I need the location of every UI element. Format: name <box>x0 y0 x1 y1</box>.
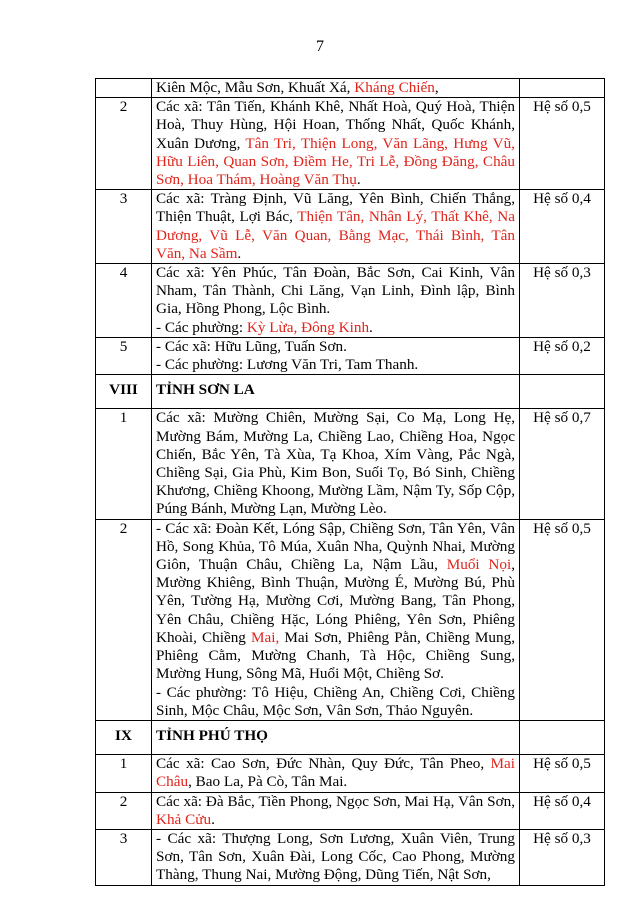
text-segment: , Mường Khiêng, Bình Thuận, Mường É, Mường Bú, Phù Yên, Tường Hạ, Mường Cơi, Mường Bang, Tân Phong, Yên Châu, Chiềng Hặc, Lóng Phiêng, Yên Sơn, Phiêng Khoài, Chiềng <box>156 556 515 646</box>
locality-list-cell <box>152 755 520 792</box>
text-segment: Kiên Mộc, Mẫu Sơn, Khuất Xá, <box>156 79 355 96</box>
province-title-cell: TỈNH SƠN LA <box>152 375 520 409</box>
highlighted-place-name: Kháng Chiến <box>354 79 435 96</box>
coefficient-cell: Hệ số 0,3 <box>520 829 605 885</box>
text-segment: Các xã: Mường Chiên, Mường Sại, Co Mạ, Long Hẹ, Mường Bám, Mường La, Chiềng Lao, Chiềng Hoa, Ngọc Chiến, Bắc Yên, Tà Xùa, Tạ Khoa, Xím Vàng, Pắc Ngà, Chiềng Sại, Gia Phù, Kim Bon, Suối Tọ, Bó Sinh, Chiềng Khương, Chiềng Khoong, Mường Lầm, Nậm Ty, Sốp Cộp, Púng Bánh, Mường Lạn, Mường Lèo. <box>156 409 515 518</box>
text-segment: . <box>237 244 242 262</box>
table-row <box>96 264 605 338</box>
table-row <box>96 755 605 792</box>
coefficient-cell: Hệ số 0,3 <box>520 264 605 338</box>
coefficient-cell <box>520 720 605 754</box>
text-segment: . <box>356 171 361 189</box>
table-row <box>96 79 605 98</box>
text-segment: Mai Sơn, Phiêng Pằn, Chiềng Mung, Phiêng Cằm, Mường Chanh, Tà Hộc, Chiềng Sung, Mường Hung, Sông Mã, Huổi Một, Chiềng Sơ. <box>156 628 515 683</box>
text-segment: Các xã: Đà Bắc, Tiền Phong, Ngọc Sơn, Mai Hạ, Vân Sơn, <box>156 792 515 810</box>
locality-list-line <box>156 356 515 374</box>
locality-list-cell <box>152 264 520 338</box>
highlighted-place-name: Khả Cửu <box>156 810 212 828</box>
table-row <box>96 190 605 264</box>
row-number-cell: 3 <box>96 829 152 885</box>
text-segment: - Các xã: Đoàn Kết, Lóng Sập, Chiềng Sơn, Tân Yên, Vân Hồ, Song Khủa, Tô Múa, Xuân Nha, Quỳnh Nhai, Mường Giôn, Thuận Châu, Chiềng La, Nậm Lầu, <box>156 519 515 574</box>
locality-list-cell <box>152 829 520 885</box>
row-number-cell: VIII <box>96 375 152 409</box>
table-row <box>96 409 605 519</box>
row-number-cell: IX <box>96 720 152 754</box>
text-segment: - Các phường: Lương Văn Tri, Tam Thanh. <box>156 356 419 374</box>
commune-coefficient-table <box>95 78 605 886</box>
coefficient-cell: Hệ số 0,2 <box>520 337 605 374</box>
row-number-cell: 2 <box>96 792 152 829</box>
row-number-cell: 1 <box>96 409 152 519</box>
text-segment: . <box>369 318 373 336</box>
text-segment: Các xã: Yên Phúc, Tân Đoàn, Bắc Sơn, Cai Kinh, Vân Nham, Tân Thành, Chi Lăng, Vạn Linh, Đình lập, Bình Gia, Hồng Phong, Lộc Bình. <box>156 264 515 318</box>
row-number-cell: 5 <box>96 337 152 374</box>
highlighted-place-name: Kỳ Lừa, Đông Kinh <box>246 318 370 336</box>
locality-list-line <box>156 684 515 720</box>
coefficient-cell: Hệ số 0,5 <box>520 98 605 190</box>
table-row <box>96 792 605 829</box>
locality-list-line <box>156 520 515 684</box>
locality-list-cell <box>152 79 520 98</box>
locality-list-line <box>156 338 515 356</box>
province-section-row <box>96 720 605 754</box>
row-number-cell: 2 <box>96 519 152 720</box>
province-title-cell: TỈNH PHÚ THỌ <box>152 720 520 754</box>
text-segment: - Các xã: Thượng Long, Sơn Lương, Xuân Viên, Trung Sơn, Tân Sơn, Xuân Đài, Long Cốc, Cao Phong, Mường Thàng, Thung Nai, Mường Động, Dũng Tiến, Nật Sơn, <box>156 829 515 884</box>
coefficient-cell: Hệ số 0,5 <box>520 755 605 792</box>
table-row <box>96 519 605 720</box>
locality-list-cell <box>152 519 520 720</box>
locality-list-line <box>156 264 515 319</box>
highlighted-place-name: Muổi Nọi <box>446 556 512 574</box>
province-section-row <box>96 375 605 409</box>
coefficient-cell: Hệ số 0,4 <box>520 190 605 264</box>
locality-list-cell <box>152 98 520 190</box>
row-number-cell <box>96 79 152 98</box>
locality-list-cell <box>152 337 520 374</box>
coefficient-cell <box>520 79 605 98</box>
text-segment: Các xã: Tràng Định, Vũ Lăng, Yên Bình, Chiến Thắng, Thiện Thuật, Lợi Bác, <box>156 190 515 226</box>
row-number-cell: 3 <box>96 190 152 264</box>
highlighted-place-name: Tân Tri, Thiện Long, Văn Lãng, Hưng Vũ, Hữu Liên, Quan Sơn, Điềm He, Tri Lễ, Đồng Đăng, Châu Sơn, Hoa Thám, Hoàng Văn Thụ <box>156 134 515 189</box>
highlighted-place-name: Mai, <box>251 628 280 646</box>
row-number-cell: 1 <box>96 755 152 792</box>
text-segment: - Các xã: Hữu Lũng, Tuấn Sơn. <box>156 337 347 355</box>
locality-list-line <box>156 319 515 337</box>
text-segment: - Các phường: <box>156 318 247 336</box>
text-segment: , Bao La, Pà Cò, Tân Mai. <box>188 773 348 791</box>
coefficient-cell: Hệ số 0,5 <box>520 519 605 720</box>
row-number-cell: 2 <box>96 98 152 190</box>
table-row <box>96 98 605 190</box>
highlighted-place-name: Thiện Tân, Nhân Lý, Thất Khê, Na Dương, Vũ Lễ, Văn Quan, Bằng Mạc, Thái Bình, Tân Văn, Na Sầm <box>156 208 515 262</box>
locality-list-cell <box>152 409 520 519</box>
highlighted-place-name: Mai Châu <box>156 755 515 791</box>
row-number-cell: 4 <box>96 264 152 338</box>
text-segment: , <box>434 79 439 96</box>
coefficient-cell: Hệ số 0,4 <box>520 792 605 829</box>
coefficient-cell <box>520 375 605 409</box>
coefficient-cell: Hệ số 0,7 <box>520 409 605 519</box>
locality-list-cell <box>152 792 520 829</box>
text-segment: - Các phường: Tô Hiệu, Chiềng An, Chiềng Cơi, Chiềng Sinh, Mộc Châu, Mộc Sơn, Vân Sơn, Thảo Nguyên. <box>156 683 515 719</box>
text-segment: Các xã: Tân Tiến, Khánh Khê, Nhất Hoà, Quý Hoà, Thiện Hoà, Thuy Hùng, Hội Hoan, Thống Nhất, Quốc Khánh, Xuân Dương, <box>156 98 515 152</box>
table-row <box>96 337 605 374</box>
locality-list-cell <box>152 190 520 264</box>
page-number: 7 <box>316 38 324 55</box>
text-segment: Các xã: Cao Sơn, Đức Nhàn, Quy Đức, Tân Pheo, <box>156 755 491 773</box>
table-row <box>96 829 605 885</box>
text-segment: . <box>211 810 215 828</box>
